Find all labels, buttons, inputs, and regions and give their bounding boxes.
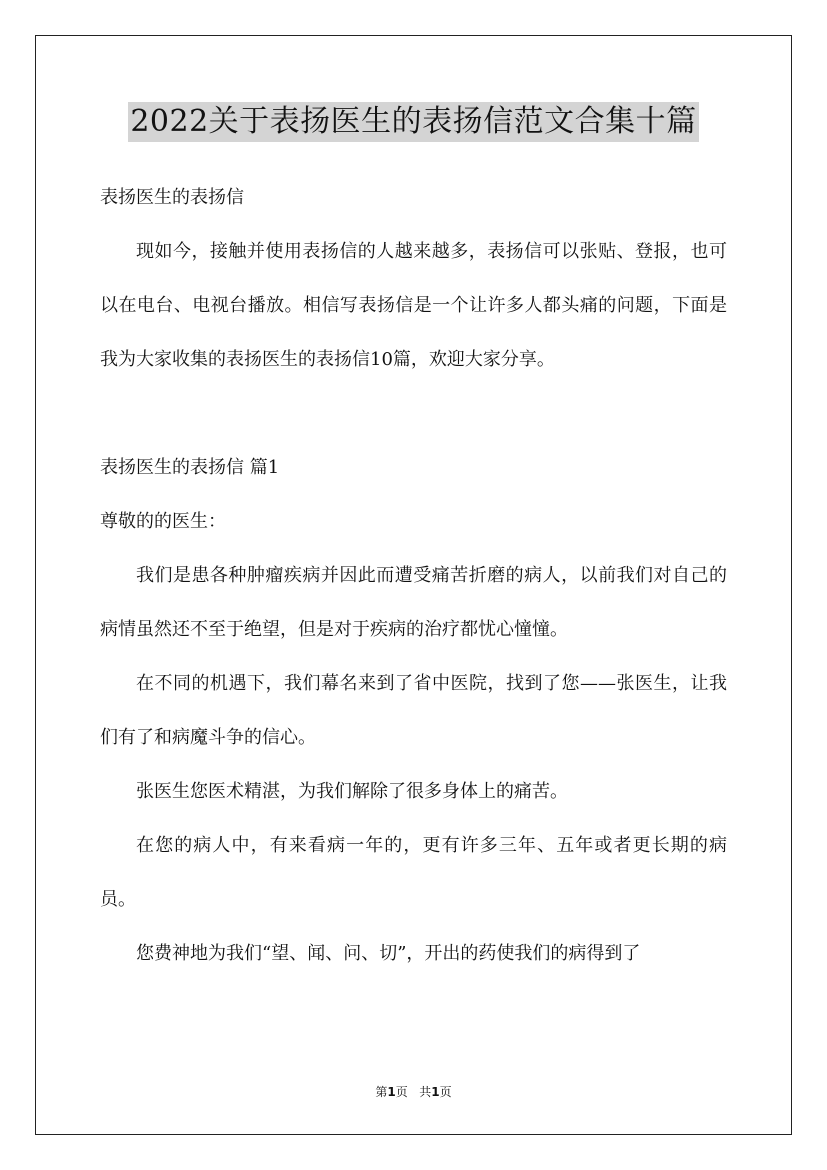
body-paragraph: 张医生您医术精湛，为我们解除了很多身体上的痛苦。 (136, 781, 568, 802)
title-container (0, 102, 827, 142)
footer-page-number: 1 (387, 1085, 396, 1099)
footer-total-prefix: 共 (419, 1085, 432, 1099)
body-paragraph: 在不同的机遇下，我们幕名来到了省中医院，找到了您——张医生，让我们有了和病魔斗争的信心。 (100, 673, 727, 748)
intro-paragraph: 现如今，接触并使用表扬信的人越来越多，表扬信可以张贴、登报，也可以在电台、电视台播放。相信写表扬信是一个让许多人都头痛的问题，下面是我为大家收集的表扬医生的表扬信10篇，欢迎大家分享。 (100, 241, 727, 370)
blank-line (100, 387, 727, 441)
page-footer (0, 1083, 827, 1100)
article-heading: 表扬医生的表扬信 篇1 (100, 457, 280, 478)
section-heading: 表扬医生的表扬信 (100, 187, 244, 208)
body-paragraph: 您费神地为我们“望、闻、问、切”，开出的药使我们的病得到了 (136, 943, 641, 964)
footer-page-suffix: 页 (395, 1085, 408, 1099)
footer-total-suffix: 页 (439, 1085, 452, 1099)
footer-total-number: 1 (431, 1085, 440, 1099)
body-paragraph: 我们是患各种肿瘤疾病并因此而遭受痛苦折磨的病人，以前我们对自己的病情虽然还不至于绝望，但是对于疾病的治疗都忧心憧憧。 (100, 565, 727, 640)
document-body (100, 171, 727, 981)
footer-page-prefix: 第 (375, 1085, 388, 1099)
document-title: 2022关于表扬医生的表扬信范文合集十篇 (128, 102, 698, 142)
body-paragraph: 在您的病人中，有来看病一年的，更有许多三年、五年或者更长期的病员。 (100, 835, 727, 910)
salutation: 尊敬的的医生： (100, 511, 226, 532)
